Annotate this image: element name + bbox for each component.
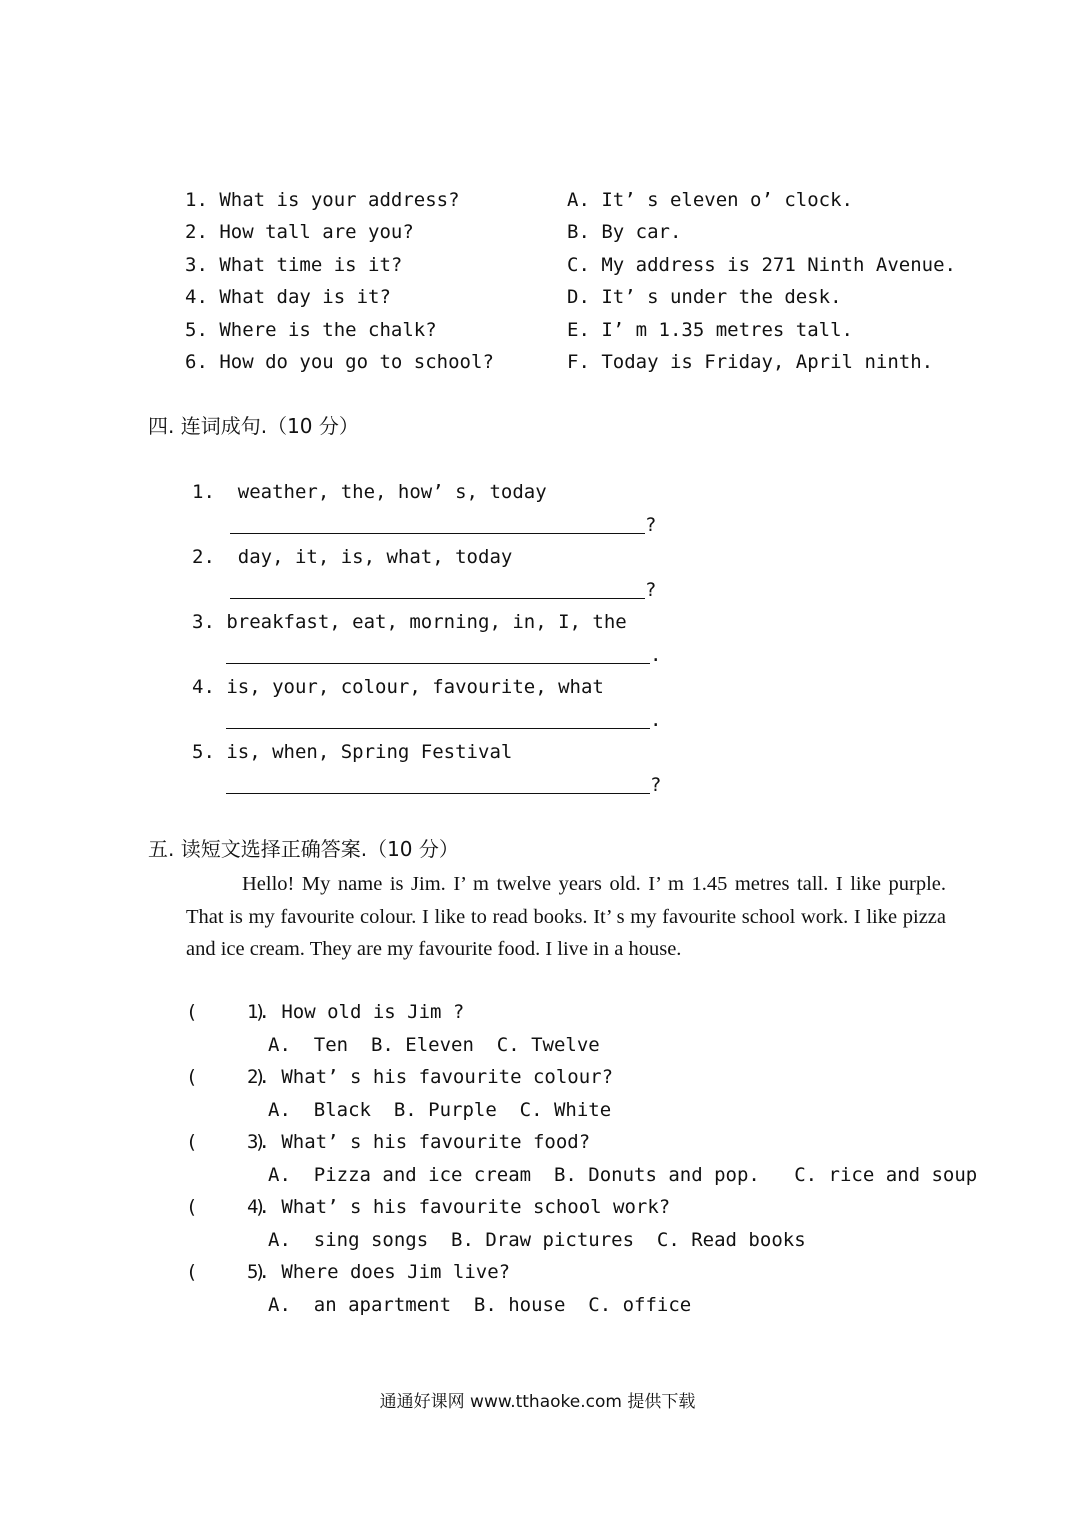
end-punctuation: . [650, 709, 662, 731]
answer-options: A. Black B. Purple C. White [268, 1099, 612, 1121]
answer-options: A. Pizza and ice cream B. Donuts and pop. C. rice and soup [268, 1164, 978, 1186]
matching-question-5: 5. Where is the chalk? [185, 319, 437, 341]
answer-blank-line[interactable] [226, 728, 650, 729]
answer-paren[interactable]: ( ) [186, 1261, 267, 1283]
answer-blank-line[interactable] [226, 793, 650, 794]
matching-question-6: 6. How do you go to school? [185, 351, 494, 373]
answer-blank-line[interactable] [230, 598, 645, 599]
answer-paren[interactable]: ( ) [186, 1131, 267, 1153]
worksheet-page: 1. What is your address? 2. How tall are you? 3. What time is it? 4. What day is it? 5. Where is the chalk? 6. How do you go to school? A. It’ s eleven o’ clock. B. By car. C. My address is 271 Ninth Avenue. D. It’ s under the desk. E. I’ m 1.35 metres tall. F. Today is Friday, April ninth. 四. 连词成句.（10 分） 1. weather, the, how’ s, today ? 2. day, it, is, what, today ? 3. breakfast, eat, morning, in, I, the . 4. is, your, colour, favourite, what . 5. is, when, Spring Festival ? 五. 读短文选择正确答案.（10 分） Hello! My name is Jim. I’ m twelve years old. I’ m 1.45 metres tall. I like purple. That is my favourite colour. I like to read books. It’ s my favourite school work. I like pizza and ice cream. They are my favourite food. I live in a house. ( ) 1. How old is Jim ? A. Ten B. Eleven C. Twelve ( ) 2. What’ s his favourite colour? A. Black B. Purple C. White ( ) 3. What’ s his favourite food? A. Pizza and ice cream B. Donuts and pop. C. rice and soup ( ) 4. What’ s his favourite school work? A. sing songs B. Draw pictures C. Read books ( ) 5. Where does Jim live? A. an apartment B. house C. office 通通好课网 www.tthaoke.com 提供下载 [0, 0, 1075, 1518]
end-punctuation: ? [645, 514, 657, 536]
matching-answer-c: C. My address is 271 Ninth Avenue. [567, 254, 956, 276]
question-text: 5. Where does Jim live? [247, 1261, 511, 1283]
question-text: 3. What’ s his favourite food? [247, 1131, 591, 1153]
answer-paren[interactable]: ( ) [186, 1001, 267, 1023]
reading-passage: Hello! My name is Jim. I’ m twelve years old. I’ m 1.45 metres tall. I like purple. That is my favourite colour. I like to read books. It’ s my favourite school work. I like pizza and ice cream. They are my favourite food. I live in a house. [186, 873, 946, 961]
end-punctuation: ? [645, 579, 657, 601]
matching-answer-d: D. It’ s under the desk. [567, 286, 842, 308]
answer-blank-line[interactable] [226, 663, 650, 664]
end-punctuation: . [650, 644, 662, 666]
matching-answer-a: A. It’ s eleven o’ clock. [567, 189, 854, 211]
word-list: weather, the, how’ s, today [237, 481, 547, 503]
answer-options: A. an apartment B. house C. office [268, 1294, 692, 1316]
question-text: 1. How old is Jim ? [247, 1001, 465, 1023]
section-5-heading: 五. 读短文选择正确答案.（10 分） [148, 837, 459, 861]
page-footer: 通通好课网 www.tthaoke.com 提供下载 [379, 1392, 696, 1412]
end-punctuation: ? [650, 774, 662, 796]
word-list: is, when, Spring Festival [226, 741, 513, 763]
question-text: 4. What’ s his favourite school work? [247, 1196, 671, 1218]
section-4-heading: 四. 连词成句.（10 分） [148, 414, 359, 438]
answer-paren[interactable]: ( ) [186, 1066, 267, 1088]
word-list: day, it, is, what, today [237, 546, 513, 568]
matching-answer-f: F. Today is Friday, April ninth. [567, 351, 934, 373]
answer-paren[interactable]: ( ) [186, 1196, 267, 1218]
matching-question-1: 1. What is your address? [185, 189, 460, 211]
answer-blank-line[interactable] [230, 533, 645, 534]
matching-question-2: 2. How tall are you? [185, 221, 414, 243]
question-text: 2. What’ s his favourite colour? [247, 1066, 614, 1088]
matching-answer-e: E. I’ m 1.35 metres tall. [567, 319, 854, 341]
matching-question-3: 3. What time is it? [185, 254, 403, 276]
word-list: is, your, colour, favourite, what [226, 676, 604, 698]
matching-answer-b: B. By car. [567, 221, 682, 243]
answer-options: A. sing songs B. Draw pictures C. Read books [268, 1229, 806, 1251]
answer-options: A. Ten B. Eleven C. Twelve [268, 1034, 600, 1056]
word-list: breakfast, eat, morning, in, I, the [226, 611, 627, 633]
matching-question-4: 4. What day is it? [185, 286, 391, 308]
